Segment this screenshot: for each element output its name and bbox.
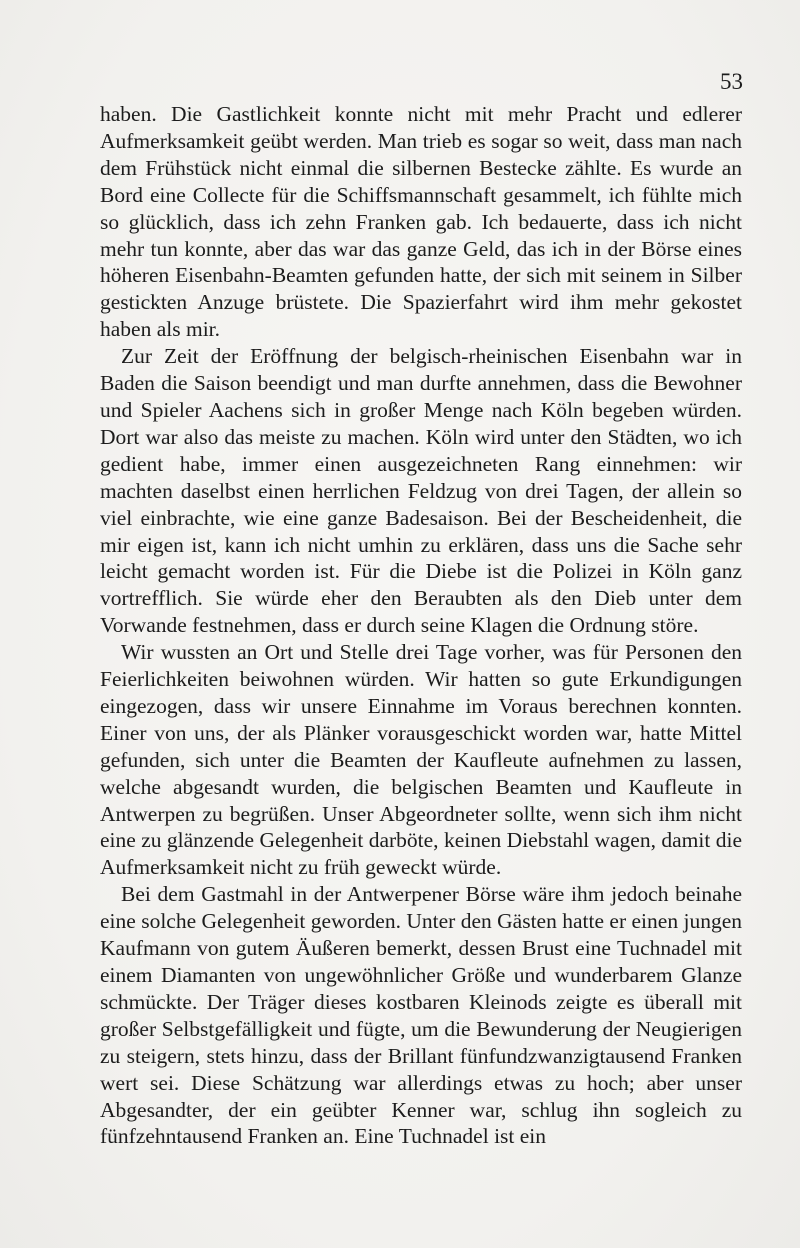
- paragraph: Zur Zeit der Eröffnung der belgisch-rheinischen Eisenbahn war in Baden die Saison beendigt und man durfte annehmen, dass die Bewohner und Spieler Aachens sich in großer Menge nach Köln begeben würden. Dort war also das meiste zu machen. Köln wird unter den Städten, wo ich gedient habe, immer einen ausgezeichneten Rang einnehmen: wir machten daselbst einen herrlichen Feldzug von drei Tagen, der allein so viel einbrachte, wie eine ganze Badesaison. Bei der Bescheidenheit, die mir eigen ist, kann ich nicht umhin zu erklären, dass uns die Sache sehr leicht gemacht worden ist. Für die Diebe ist die Polizei in Köln ganz vortrefflich. Sie würde eher den Beraubten als den Dieb unter dem Vorwande festnehmen, dass er durch seine Klagen die Ordnung störe.: [100, 344, 742, 638]
- page-number: 53: [720, 69, 743, 94]
- paragraph: Bei dem Gastmahl in der Antwerpener Börse wäre ihm jedoch beinahe eine solche Gelegenheit geworden. Unter den Gästen hatte er einen jungen Kaufmann von gutem Äußeren bemerkt, dessen Brust eine Tuchnadel mit einem Diamanten von ungewöhnlicher Größe und wunderbarem Glanze schmückte. Der Träger dieses kostbaren Kleinods zeigte es überall mit großer Selbstgefälligkeit und fügte, um die Bewunderung der Neugierigen zu steigern, stets hinzu, dass der Brillant fünfundzwanzigtausend Franken wert sei. Diese Schätzung war allerdings etwas zu hoch; aber unser Abgesandter, der ein geübter Kenner war, schlug ihn sogleich zu fünfzehntausend Franken an. Eine Tuchnadel ist ein: [100, 882, 742, 1149]
- body-text: [100, 101, 742, 1150]
- paragraph: haben. Die Gastlichkeit konnte nicht mit mehr Pracht und edlerer Aufmerksamkeit geübt werden. Man trieb es sogar so weit, dass man nach dem Frühstück nicht einmal die silbernen Bestecke zählte. Es wurde an Bord eine Collecte für die Schiffsmannschaft gesammelt, ich fühlte mich so glücklich, dass ich zehn Franken gab. Ich bedauerte, dass ich nicht mehr tun konnte, aber das war das ganze Geld, das ich in der Börse eines höheren Eisenbahn-Beamten gefunden hatte, der sich mit seinem in Silber gestickten Anzuge brüstete. Die Spazierfahrt wird ihm mehr gekostet haben als mir.: [100, 102, 742, 342]
- paragraph: Wir wussten an Ort und Stelle drei Tage vorher, was für Personen den Feierlichkeiten beiwohnen würden. Wir hatten so gute Erkundigungen eingezogen, dass wir unsere Einnahme im Voraus berechnen konnten. Einer von uns, der als Plänker vorausgeschickt worden war, hatte Mittel gefunden, sich unter die Beamten der Kaufleute aufnehmen zu lassen, welche abgesandt wurden, die belgischen Beamten und Kaufleute in Antwerpen zu begrüßen. Unser Abgeordneter sollte, wenn sich ihm nicht eine zu glänzende Gelegenheit darböte, keinen Diebstahl wagen, damit die Aufmerksamkeit nicht zu früh geweckt würde.: [100, 640, 742, 880]
